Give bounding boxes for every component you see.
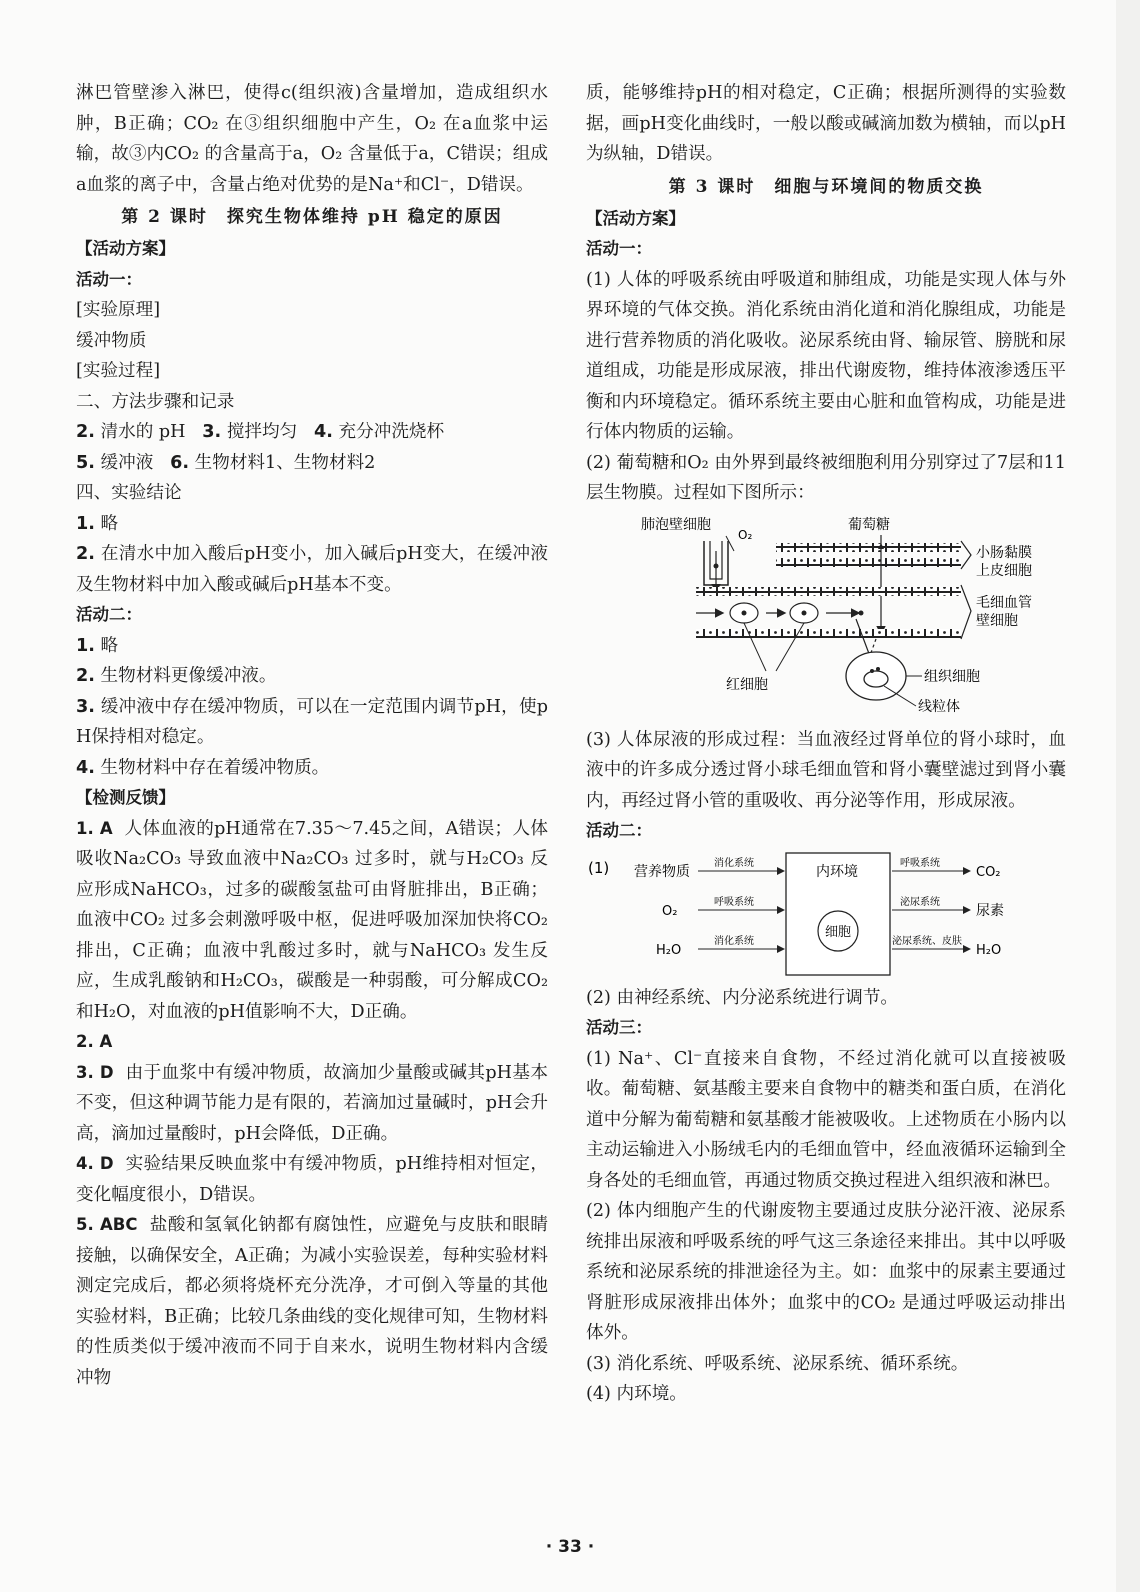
input-o2: O₂ — [662, 903, 678, 919]
input-nutrients: 营养物质 — [634, 863, 690, 880]
diagram-number: (1) — [588, 858, 610, 877]
answer-line: 5. 缓冲液 6. 生物材料1、生物材料2 — [76, 452, 376, 473]
label-alveolar-cell: 肺泡壁细胞 — [641, 516, 711, 533]
lesson-2-title: 第 2 课时 探究生物体维持 pH 稳定的原因 — [121, 207, 503, 227]
activity-label: 活动一： — [586, 239, 652, 258]
section-header: 【检测反馈】 — [76, 788, 175, 807]
answer-line: 1. 略 — [76, 635, 119, 656]
label-cell: 细胞 — [825, 924, 852, 940]
input-h2o: H₂O — [656, 942, 682, 958]
label-intestine-2: 上皮细胞 — [976, 562, 1032, 579]
label-tissue-cell: 组织细胞 — [924, 668, 980, 685]
subheading: 四、实验结论 — [76, 483, 182, 503]
label-internal-env: 内环境 — [816, 863, 858, 880]
intestine-layer-top — [776, 543, 961, 552]
label-digestive: 消化系统 — [714, 935, 754, 947]
answer: 缓冲物质 — [76, 330, 147, 351]
question-answer: 3. D 由于血浆中有缓冲物质，故滴加少量酸或碱其pH基本不变，但这种调节能力是有限的，若滴加过量碱时，pH会升高，滴加过量酸时，pH会降低，D正确。 — [76, 1062, 548, 1144]
paragraph: (1) Na⁺、Cl⁻直接来自食物，不经过消化就可以直接被吸收。葡萄糖、氨基酸主要来自食物中的糖类和蛋白质，在消化道中分解为葡萄糖和氨基酸才能被吸收。上述物质在小肠内以主动运输进入小肠绒毛内的毛细血管中，经血液循环运输到全身各处的毛细血管，再通过物质交换过程进入组织液和淋巴。 — [586, 1048, 1066, 1191]
paragraph: (2) 体内细胞产生的代谢废物主要通过皮肤分泌汗液、泌尿系统排出尿液和呼吸系统的呼气这三条途径来排出。其中以呼吸系统和泌尿系统的排泄途径为主。如：血浆中的尿素主要通过肾脏形成尿液排出体外；血浆中的CO₂ 是通过呼吸运动排出体外。 — [586, 1201, 1066, 1343]
answer-line: 3. 缓冲液中存在缓冲物质，可以在一定范围内调节pH，使pH保持相对稳定。 — [76, 696, 549, 747]
left-column — [76, 78, 548, 1393]
section-header: 【活动方案】 — [586, 208, 685, 228]
intestine-layer-bottom — [776, 558, 961, 567]
label-glucose: 葡萄糖 — [848, 516, 890, 533]
question-answer: 2. A — [76, 1032, 113, 1051]
output-urea: 尿素 — [976, 902, 1004, 919]
paragraph: (3) 消化系统、呼吸系统、泌尿系统、循环系统。 — [586, 1353, 969, 1374]
label-intestine-1: 小肠黏膜 — [976, 544, 1032, 561]
label-o2: O₂ — [738, 527, 753, 542]
label-respiratory: 呼吸系统 — [714, 896, 754, 908]
label-urinary-skin: 泌尿系统、皮肤 — [892, 935, 962, 947]
paragraph: (1) 人体的呼吸系统由呼吸道和肺组成，功能是实现人体与外界环境的气体交换。消化系统由消化道和消化腺组成，功能是进行营养物质的消化吸收。泌尿系统由肾、输尿管、膀胱和尿道组成，功能是形成尿液，排出代谢废物，维持体液渗透压平衡和内环境稳定。循环系统主要由心脏和血管构成，功能是进行体内物质的运输。 — [586, 269, 1066, 442]
label-urinary: 泌尿系统 — [900, 896, 940, 908]
answer-line: 2. 清水的 pH 3. 搅拌均匀 4. 充分冲洗烧杯 — [76, 422, 445, 442]
answer-line: 1. 略 — [76, 513, 119, 534]
membrane-diagram — [626, 511, 1032, 721]
paragraph: 质，能够维持pH的相对稳定，C正确；根据所测得的实验数据，画pH变化曲线时，一般以酸或碱滴加数为横轴，而以pH为纵轴，D错误。 — [586, 83, 1066, 164]
answer-line: 2. 在清水中加入酸后pH变小，加入碱后pH变大，在缓冲液及生物材料中加入酸或碱后pH基本不变。 — [76, 544, 549, 595]
question-answer: 1. A 人体血液的pH通常在7.35～7.45之间，A错误；人体吸收Na₂CO₃ 导致血液中Na₂CO₃ 过多时，就与H₂CO₃ 反应形成NaHCO₃，过多的碳酸氢盐可由肾脏排出，B正确；血液中CO₂ 过多会刺激呼吸中枢，促进呼吸加深加快将CO₂ 排出，C正确；血液中乳酸过多时，就与NaHCO₃ 发生反应，生成乳酸钠和H₂CO₃，碳酸是一种弱酸，可分解成CO₂ 和H₂O，对血液的pH值影响不大，D正确。 — [76, 818, 549, 1022]
paragraph: (2) 由神经系统、内分泌系统进行调节。 — [586, 987, 899, 1008]
label-mitochondrion: 线粒体 — [918, 698, 960, 715]
activity-label: 活动二： — [586, 821, 652, 840]
capillary-wall-top — [696, 587, 961, 596]
capillary-wall-bottom — [696, 629, 961, 638]
activity-label: 活动三： — [586, 1018, 652, 1037]
right-column — [586, 78, 1066, 1410]
section-header: 【活动方案】 — [76, 239, 175, 258]
label-digestive: 消化系统 — [714, 857, 754, 869]
mitochondrion — [864, 671, 888, 687]
page-number: · 33 · — [545, 1537, 595, 1557]
exchange-diagram — [586, 849, 1066, 979]
subheading: 二、方法步骤和记录 — [76, 391, 235, 412]
question-answer: 5. ABC 盐酸和氢氧化钠都有腐蚀性，应避免与皮肤和眼睛接触，以确保安全，A正确；为减小实验误差，每种实验材料测定完成后，都必须将烧杯充分洗净，才可倒入等量的其他实验材料，B正确；比较几条曲线的变化规律可知，生物材料的性质类似于缓冲液而不同于自来水，说明生物材料内含缓冲物 — [76, 1215, 548, 1388]
paragraph: (4) 内环境。 — [586, 1384, 687, 1404]
output-co2: CO₂ — [976, 864, 1001, 880]
activity-label: 活动二： — [76, 605, 142, 624]
page-edge-shadow — [1116, 0, 1140, 1592]
lesson-3-title: 第 3 课时 细胞与环境间的物质交换 — [668, 176, 984, 197]
paragraph: (2) 葡萄糖和O₂ 由外界到最终被细胞利用分别穿过了7层和11层生物膜。过程如下图所示： — [586, 452, 1066, 503]
label-rbc: 红细胞 — [726, 676, 768, 693]
subheading: [实验过程] — [76, 361, 161, 381]
answer-line: 2. 生物材料更像缓冲液。 — [76, 666, 277, 686]
label-respiratory: 呼吸系统 — [900, 857, 940, 869]
label-capillary-1: 毛细血管 — [976, 594, 1032, 611]
paragraph: (3) 人体尿液的形成过程：当血液经过肾单位的肾小球时，血液中的许多成分透过肾小球毛细血管和肾小囊壁滤过到肾小囊内，再经过肾小管的重吸收、再分泌等作用，形成尿液。 — [586, 729, 1066, 811]
paragraph: 淋巴管壁渗入淋巴，使得c(组织液)含量增加，造成组织水肿，B正确；CO₂ 在③组织细胞中产生，O₂ 在a血浆中运输，故③内CO₂ 的含量高于a，O₂ 含量低于a，C错误；组成a血浆的离子中，含量占绝对优势的是Na⁺和Cl⁻，D错误。 — [76, 83, 548, 195]
subheading: [实验原理] — [76, 300, 161, 320]
activity-label: 活动一： — [76, 269, 142, 289]
answer-line: 4. 生物材料中存在着缓冲物质。 — [76, 757, 330, 778]
output-h2o: H₂O — [976, 942, 1002, 958]
question-answer: 4. D 实验结果反映血浆中有缓冲物质，pH维持相对恒定，变化幅度很小，D错误。 — [76, 1154, 548, 1205]
label-capillary-2: 壁细胞 — [976, 612, 1018, 629]
